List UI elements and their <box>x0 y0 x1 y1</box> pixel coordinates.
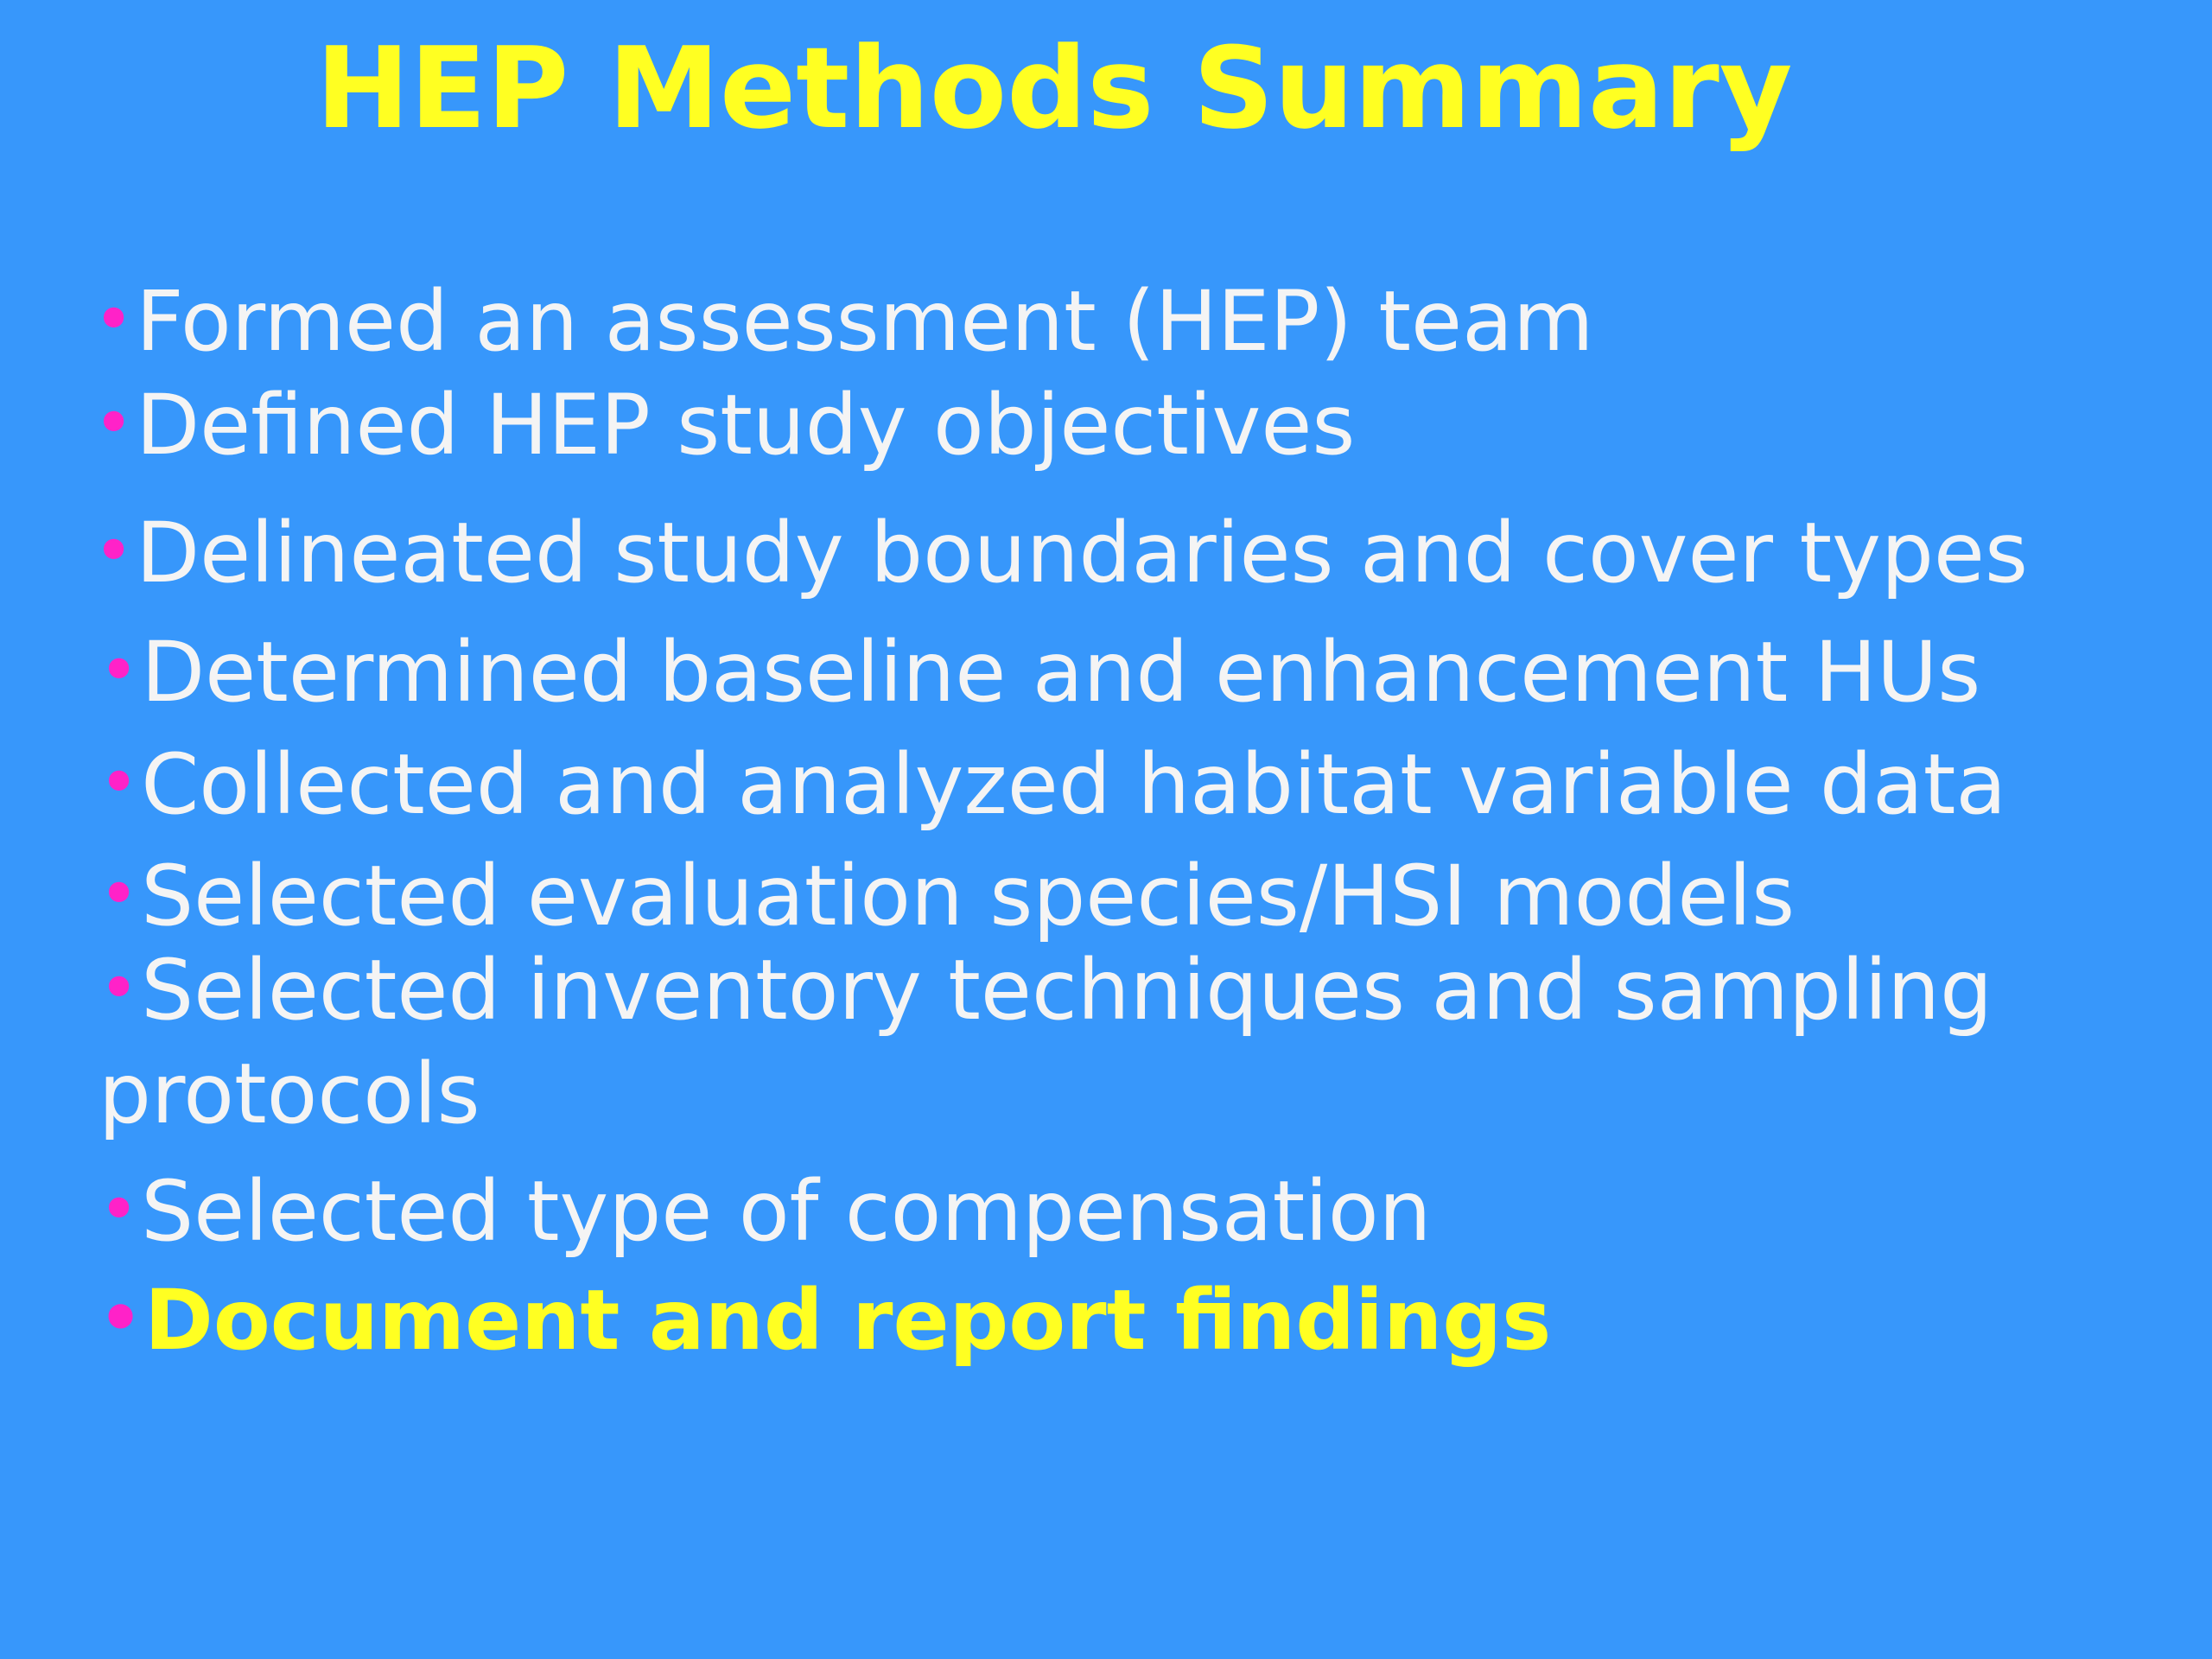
list-item <box>99 1158 1431 1263</box>
list-item-text: Selected type of compensation <box>141 1163 1432 1260</box>
bullet-icon: • <box>99 948 140 1028</box>
list-item-text: Document and report findings <box>144 1272 1552 1369</box>
list-item-text: Formed an assessment (HEP) team <box>136 273 1594 370</box>
list-item <box>93 372 1355 477</box>
list-item-text: Delineated study boundaries and cover types <box>136 505 2028 601</box>
bullet-icon: • <box>93 511 135 591</box>
bullet-icon: • <box>93 279 135 359</box>
list-item-text: Selected evaluation species/HSI models <box>141 848 1796 944</box>
list-item <box>99 937 2155 1146</box>
list-item-text: Determined baseline and enhancement HUs <box>141 624 1981 721</box>
bullet-icon: • <box>99 854 140 934</box>
list-item <box>99 731 2006 836</box>
bullet-icon: • <box>99 1169 140 1249</box>
list-item <box>93 499 2028 605</box>
bullet-icon: • <box>99 742 140 823</box>
list-item-text: Defined HEP study objectives <box>136 377 1356 474</box>
list-item <box>93 268 1593 373</box>
list-item <box>99 619 1980 724</box>
slide-title: HEP Methods Summary <box>315 22 1793 154</box>
bullet-icon: • <box>99 630 140 710</box>
bullet-icon: • <box>93 383 135 463</box>
list-item <box>99 842 1795 948</box>
bullet-icon: • <box>99 1278 143 1358</box>
list-item-text: Collected and analyzed habitat variable data <box>141 736 2007 833</box>
list-item-text: Selected inventory techniques and sampling protocols <box>99 942 1993 1142</box>
list-item-highlighted <box>99 1267 1551 1372</box>
